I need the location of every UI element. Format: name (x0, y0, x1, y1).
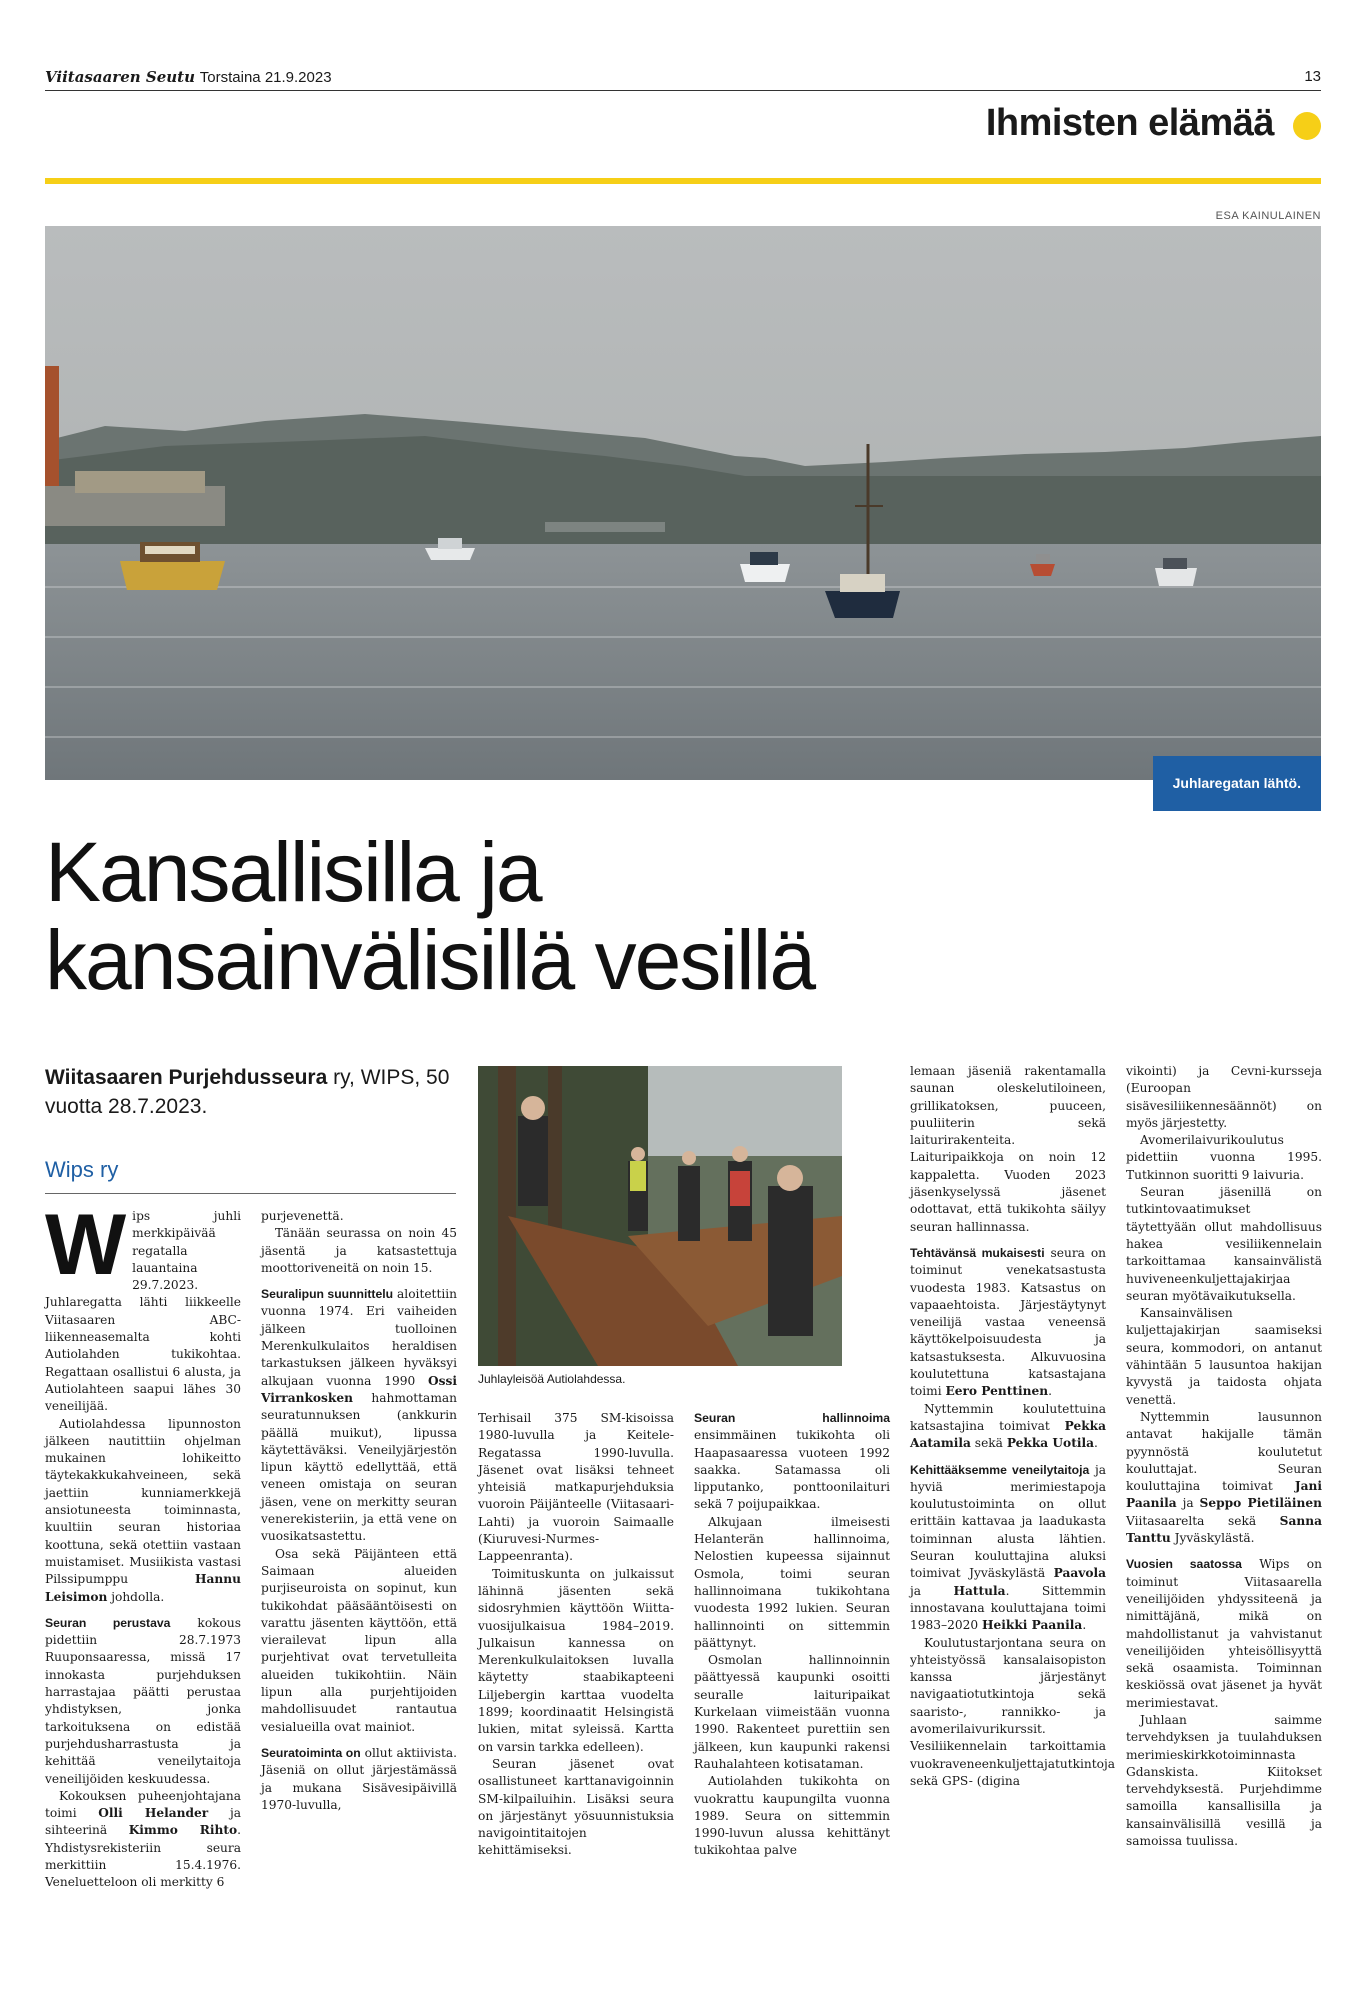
main-photo-caption: Juhlaregatan lähtö. (1153, 756, 1321, 811)
masthead (45, 68, 332, 86)
paragraph: Seuralipun suunnittelu aloitettiin vuonna 1974. Eri vaiheiden jälkeen tuolloinen Merenkulkulaitos heraldisen tarkastuksen jälkeen hyväksyi alkujaan vuonna 1990 Ossi Virrankosken hahmottaman seuratunnuksen (ankkurin päällä muikut), lipussa käytettäväksi. Veneilyjärjestön lipun käyttö edellyttää, että veneen omistaja on seuran jäsen, vene on merkitty seuran venerekisteriin, ja että vene on vuosikatsastettu. (261, 1287, 457, 1544)
paper-name: Viitasaaren Seutu (45, 68, 195, 86)
article-byline: Wips ry (45, 1157, 119, 1182)
article-headline (45, 825, 1045, 1007)
paragraph: Seuran hallinnoima ensimmäinen tukikohta oli Haapasaaressa vuoteen 1992 saakka. Satamassa oli lipputanko, ponttoonilaituri sekä 7 poijupaikkaa. (694, 1411, 890, 1512)
paragraph: Toimituskunta on julkaissut lähinnä jäsenten sekä sidosryhmien käyttöön Wiitta-vuosijulkaisua 1984–2019. Julkaisun kannessa on Merenkulkulaitoksen luvalla käytetty staabikapteeni Liljebergin karttaa vuodelta 1899; koordinaatit Helsingistä lukien, mitat syleissä. Kartta on varsin tarkka edelleen). (478, 1566, 674, 1754)
headline-line-1: Kansallisilla ja (45, 825, 541, 919)
byline-rule (45, 1193, 456, 1194)
section-rule (45, 178, 1321, 184)
text-column-6 (1126, 1063, 1322, 1850)
audience-photo-illustration (478, 1066, 842, 1366)
paragraph: vikointi) ja Cevni-kursseja (Euroopan sisävesiliikennesäännöt) on myös järjestetty. (1126, 1064, 1322, 1130)
event-photo (478, 1066, 842, 1366)
paragraph: Alkujaan ilmeisesti Helanterän hallinnoima, Nelostien kupeessa sijainnut Osmola, toimi seuran hallinnoimana tukikohtana vuodesta 1992 lukien. Seuran hallinnointi on sittemmin päättynyt. (694, 1514, 890, 1650)
paragraph: ips juhli merkkipäivää regatalla lauantaina 29.7.2023. Juhlaregatta lähti liikkeelle Viitasaaren ABC-liikenneasemalta kohti Autiolahden tukikohtaa. Regattaan osallistui 6 alusta, ja Autiolahteen saapui lähes 30 veneilijää. (45, 1209, 241, 1414)
paragraph: Nyttemmin koulutettuina katsastajina toimivat Pekka Aatamila sekä Pekka Uotila. (910, 1401, 1106, 1451)
paragraph: Tänään seurassa on noin 45 jäsentä ja katsastettuja moottoriveneitä on noin 15. (261, 1226, 457, 1275)
subhead-text: ry, WIPS, 50 vuotta 28.7.2023. (45, 1066, 450, 1118)
page-number: 13 (1304, 68, 1321, 85)
text-column-1 (45, 1197, 241, 1892)
header-rule (45, 90, 1321, 91)
paragraph: Kansainvälisen kuljettajakirjan saamiseksi seura, kommodori, on antanut vähintään 5 lausuntoa hakijan kyvystä ja taidosta ohjata venettä. (1126, 1306, 1322, 1407)
regatta-photo-illustration (45, 226, 1321, 780)
paragraph: Seuran jäsenet ovat osallistuneet karttanavigoinnin SM-kilpailuihin. Lisäksi seura on järjestänyt yösuunnistuksia navigointitaitojen kehittämiseksi. (478, 1756, 674, 1858)
paragraph: purjevenettä. (261, 1209, 344, 1223)
section-title: Ihmisten elämää (985, 102, 1274, 144)
photo-credit: ESA KAINULAINEN (1215, 210, 1321, 222)
issue-date: Torstaina 21.9.2023 (199, 69, 332, 86)
paragraph: Avomerilaivurikoulutus pidettiin vuonna 1995. Tutkinnon suoritti 9 laivuria. (1126, 1133, 1322, 1182)
text-column-4 (694, 1410, 890, 1860)
section-dot-icon (1293, 112, 1321, 140)
drop-cap: W (45, 1197, 127, 1293)
paragraph: lemaan jäseniä rakentamalla saunan oleskelutiloineen, grillikatoksen, puuceen, puuliiterin sekä laiturirakenteita. Laituripaikkoja on noin 12 kappaletta. Vuoden 2023 jäsenkyselyssä jäsenet odottavat, että tukikohta säilyy seuran hallinnassa. (910, 1064, 1106, 1234)
paragraph: Autiolahdessa lipunnoston jälkeen nautittiin ohjelman mukainen lohikeitto täytekakkukahveineen, sekä jaettiin kunniamerkkejä ansiotuneesta toiminnasta, kuultiin seuran historiaa koottuna, sekä otettiin vastaan muistamiset. Musiikista vastasi Pilssipumppu Hannu Leisimon johdolla. (45, 1416, 241, 1604)
paragraph: Koulutustarjontana seura on yhteistyössä kansalaisopiston kanssa järjestänyt navigaatiotutkintoja sekä saaristo-, rannikko- ja avomerilaivurikurssit. Vesiliikennelain tarkoittamia vuokraveneenkuljettajatutkintoja sekä GPS- (digina (910, 1635, 1116, 1788)
event-photo-caption: Juhlayleisöä Autiolahdessa. (478, 1372, 626, 1386)
article-subhead (45, 1063, 465, 1121)
text-column-5 (910, 1063, 1116, 1790)
text-column-3 (478, 1410, 674, 1860)
paragraph: Osa sekä Päijänteen että Saimaan alueiden purjiseuroista on sopinut, kun tukikohdat pääsääntöisesti on varattu jäsenten käyttöön, että vierailevat lipun alla purjehtivat ovat tervetulleita alueiden tukikohtiin. Näin lipun alla purjehtijoiden mahdollisuudet rantautua vesialueilla ovat mainiot. (261, 1546, 457, 1734)
subhead-organisation: Wiitasaaren Purjehdusseura (45, 1066, 328, 1089)
paragraph: Autiolahden tukikohta on vuokrattu kaupungilta vuonna 1989. Seura on sittemmin 1990-luvun alussa kehittänyt tukikohtaa palve (694, 1774, 890, 1858)
paragraph: Seuran jäsenillä on tutkintovaatimukset täytettyään ollut mahdollisuus hakea vesiliikennelain tarkoittamaa kansainvälistä huviveneenkuljettajakirjaa seuran myötävaikutuksella. (1126, 1185, 1322, 1303)
text-column-2 (261, 1208, 457, 1814)
paragraph: Kokouksen puheenjohtajana toimi Olli Helander ja sihteerinä Kimmo Rihto. Yhdistysrekisteriin seura merkittiin 15.4.1976. Veneluetteloon oli merkitty 6 (45, 1788, 241, 1890)
paragraph: Seuratoiminta on ollut aktiivista. Jäseniä on ollut järjestämässä ja mukana Sisävesipäivillä 1970-luvulla, (261, 1745, 457, 1812)
paragraph: Nyttemmin lausunnon antavat hakijalle tämän pyynnöstä koulutetut kouluttajat. Seuran kouluttajina toimivat Jani Paanila ja Seppo Pietiläinen Viitasaarelta sekä Sanna Tanttu Jyväskylästä. (1126, 1409, 1322, 1546)
paragraph: Kehittääksemme veneilytaitoja ja hyviä merimiestapoja koulutustoiminta on ollut erittäin kattavaa ja laadukasta toiminnan alusta lähtien. Seuran kouluttajina aluksi toimivat Jyväskylästä Paavola ja Hattula. Sittemmin innostavana kouluttajana toimi 1983–2020 Heikki Paanila. (910, 1462, 1106, 1633)
paragraph: Juhlaan saimme tervehdyksen ja tuulahduksen merimieskirkkotoiminnasta Gdanskista. Kiitokset tervehdyksestä. Purjehdimme samoilla kansallisilla ja kansainvälisillä vesillä ja samoissa tuulissa. (1126, 1712, 1322, 1849)
headline-line-2: kansainvälisillä vesillä (45, 913, 815, 1007)
paragraph: Osmolan hallinnoinnin päättyessä kaupunki osoitti seuralle laituripaikat Kurkelaan viimeistään vuonna 1990. Rakenteet purettiin sen jälkeen, kun kaupunki rakensi Rauhalahteen kotisataman. (694, 1653, 890, 1771)
paragraph: Seuran perustava kokous pidettiin 28.7.1973 Ruuponsaaressa, missä 17 innokasta purjehduksen harrastajaa päätti perustaa yhdistyksen, jonka tarkoituksena on edistää purjehdusharrastusta ja kehittää veneilytaitoja veneilijöiden keskuudessa. (45, 1615, 241, 1786)
paragraph: Tehtävänsä mukaisesti seura on toiminut venekatsastusta vuodesta 1983. Katsastus on vapaaehtoista. Järjestäytynyt veneilijä vastaa veneensä käyttökelpoisuudesta ja katsastuksesta. Alkuvuosina koulutettuna katsastajana toimi Eero Penttinen. (910, 1245, 1107, 1399)
main-photo (45, 226, 1321, 780)
paragraph: Terhisail 375 SM-kisoissa 1980-luvulla ja Keitele-Regatassa 1990-luvulla. Jäsenet ovat lisäksi tehneet yhteisiä matkapurjehduksia vuoroin Päijänteelle (Viitasaari-Lahti) ja vuoroin Saimaalle (Kiuruvesi-Nurmes-Lappeenranta). (478, 1411, 674, 1564)
paragraph: Vuosien saatossa Wips on toiminut Viitasaarella veneilijöiden yhdyssiteenä ja nimittäjänä, mikä on mahdollistanut ja vahvistanut veneilijöiden yhteisöllisyyttä sekä osaamista. Toiminnan keskiössä ovat jäsenet ja hyvät merimiestavat. (1126, 1557, 1322, 1710)
